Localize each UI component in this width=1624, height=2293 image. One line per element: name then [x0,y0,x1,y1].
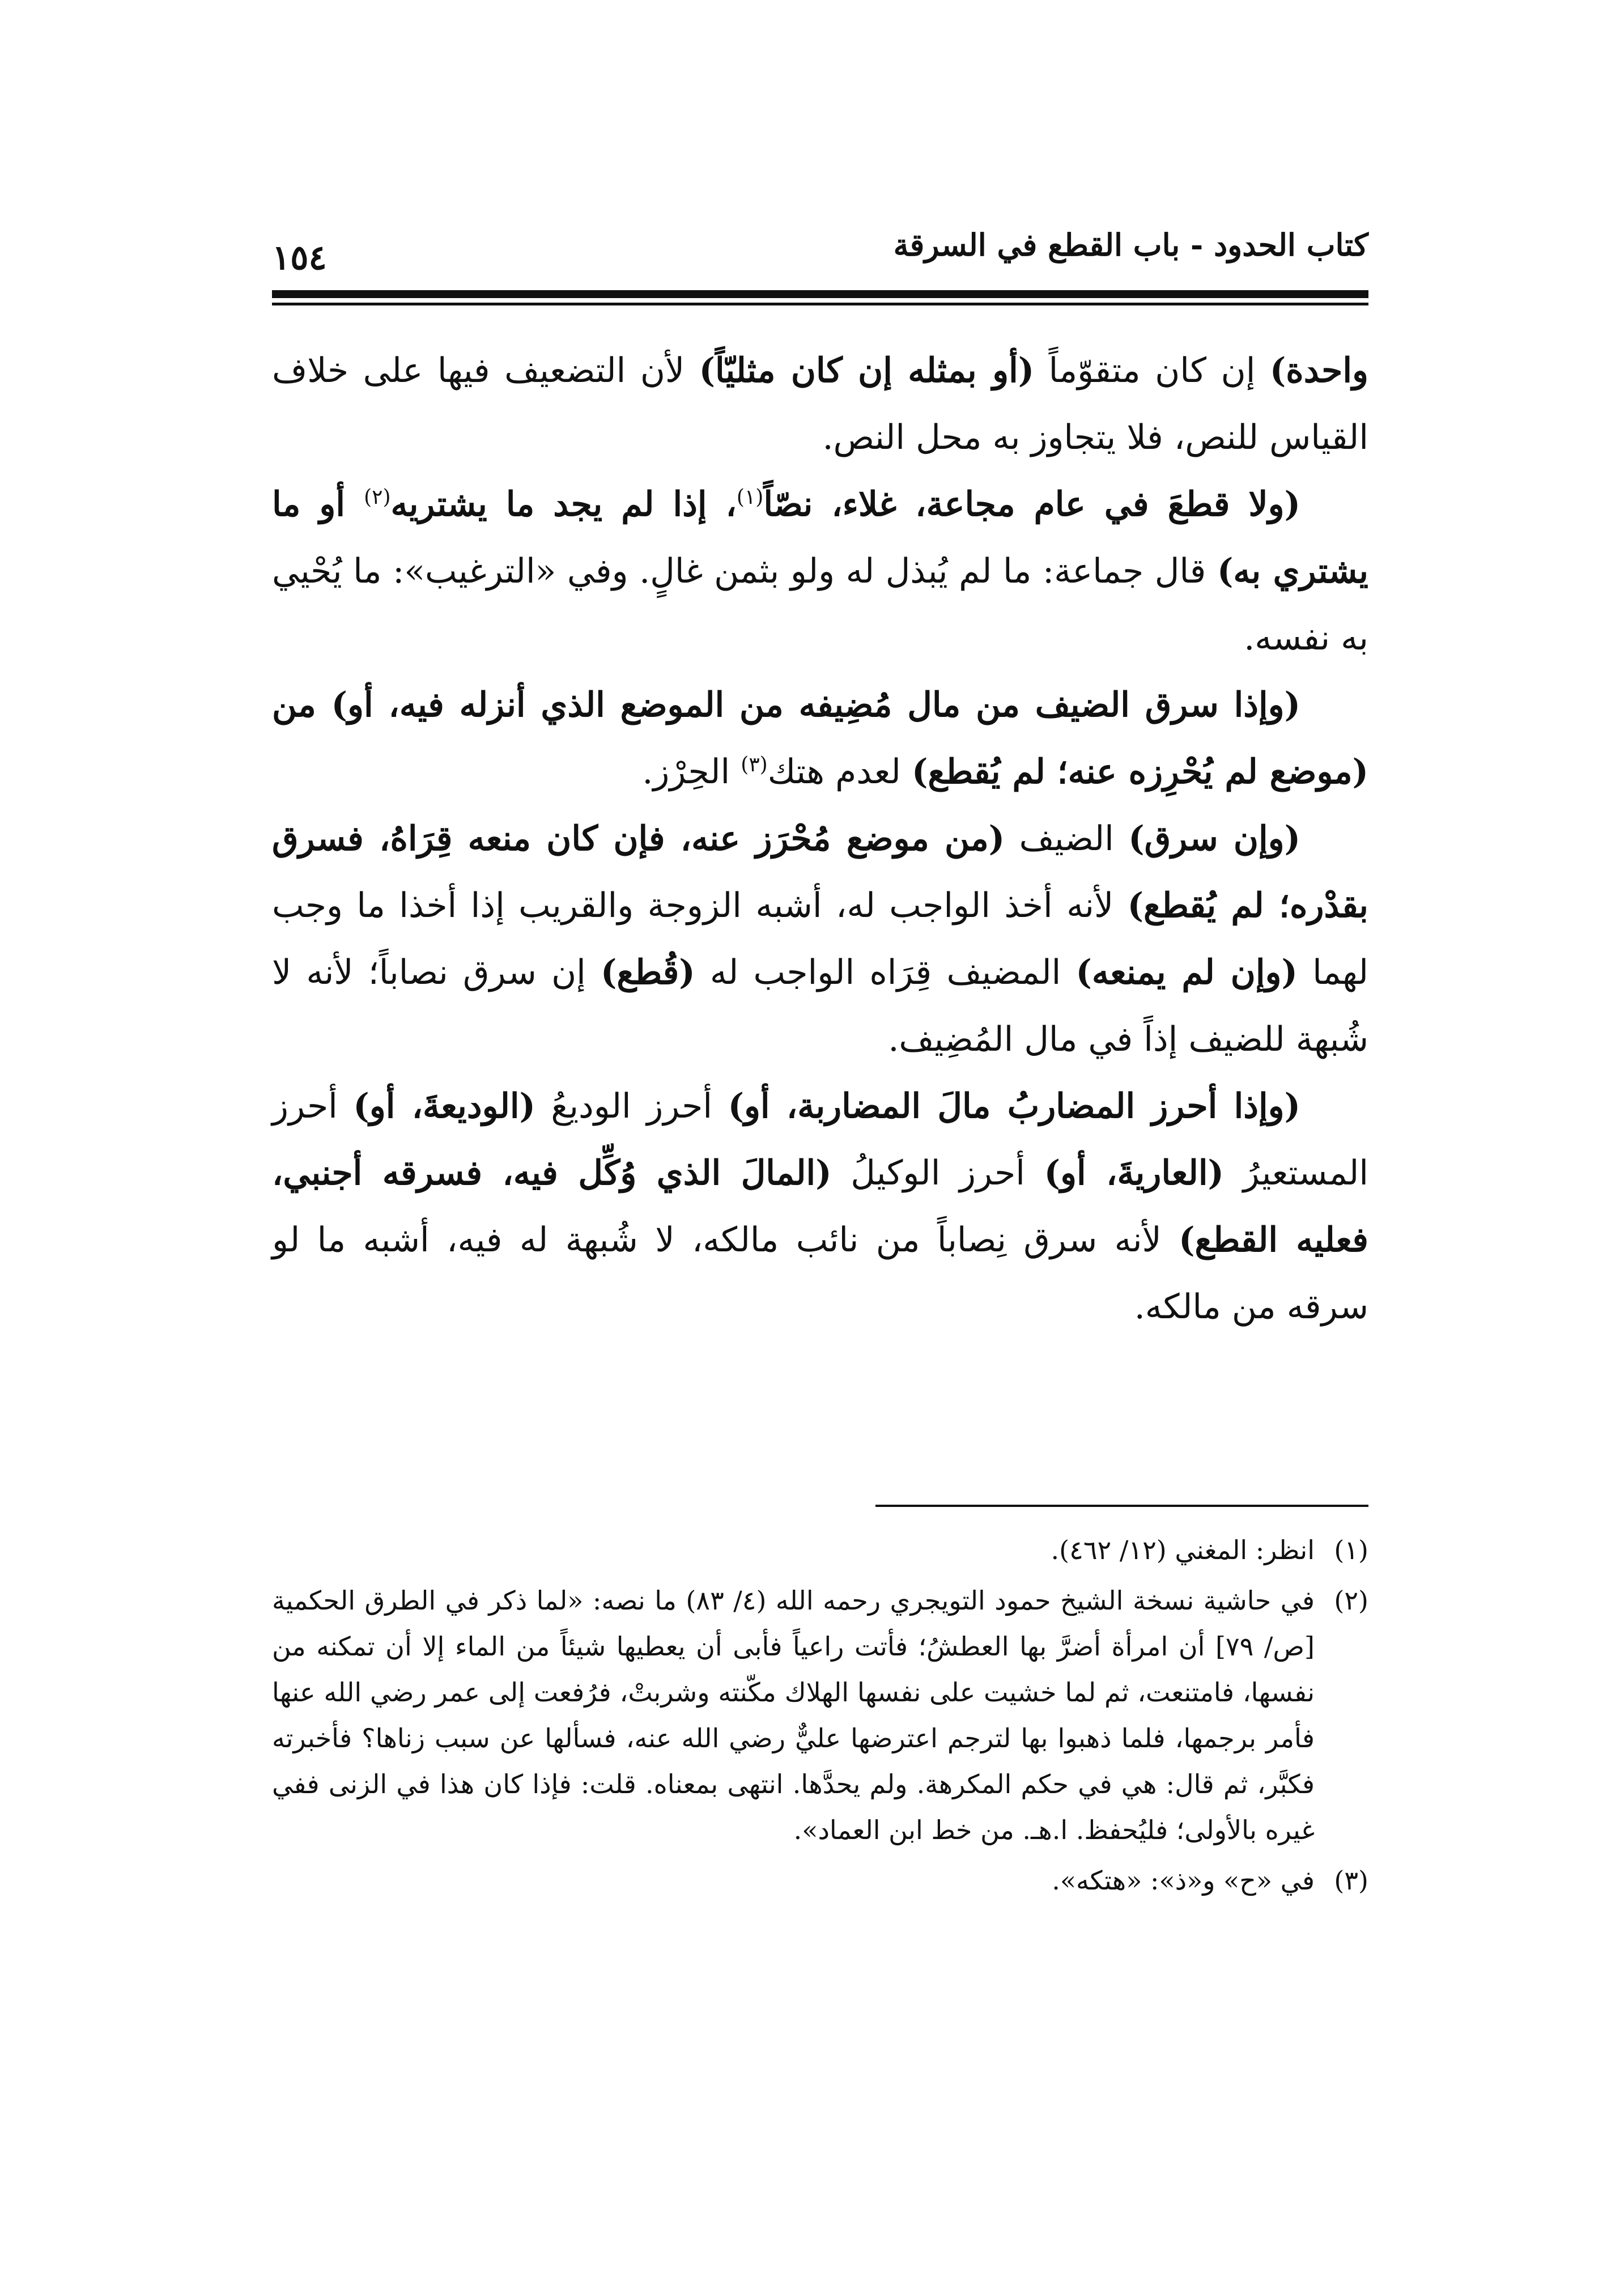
bold-text: (المالَ الذي وُكِّل فيه، فسرقه أجنبي، فعليه القطع) [272,1153,1368,1260]
running-title: كتاب الحدود - باب القطع في السرقة [893,227,1368,263]
header-rule-thick [272,290,1368,298]
bold-text: (الوديعةَ، أو) [353,1086,535,1126]
footnote-separator [875,1505,1368,1507]
bold-text: (ولا قطعَ في عام مجاعة، غلاء، نصّاً [763,485,1300,524]
plain-text: إن سرق نصاباً؛ لأنه لا شُبهة للضيف إذاً في مال المُضِيف. [272,953,1368,1059]
footnote-ref-1: (١) [736,486,764,509]
footnote-ref-2: (٢) [364,486,391,509]
footnote-text: في «ح» و«ذ»: «هتكه». [1052,1865,1315,1896]
footnote-3 [272,1858,1368,1904]
plain-text: أحرز المستعيرُ [272,1086,1368,1193]
footnote-text: في حاشية نسخة الشيخ حمود التويجري رحمه الله (٤/ ٨٣) ما نصه: «لما ذكر في الطرق الحكمية [ص/ ٧٩] أن امرأة أضرَّ بها العطشُ؛ فأتت راعياً فأبى أن يعطيها شيئاً من الماء إلا أن تمكنه من نفسها، فامتنعت، ثم لما خشيت على نفسها الهلاك مكّنته وشربتْ، فرُفعت إلى عمر رضي الله عنها فأمر برجمها، فلما ذهبوا بها لترجم اعترضها عليٌّ رضي الله عنه، فسألها عن سبب زناها؟ فأخبرته فكبَّر، ثم قال: هي في حكم المكرهة. ولم يحدَّها. انتهى بمعناه. قلت: فإذا كان هذا في الزنى ففي غيره بالأولى؛ فليُحفظ. ا.هـ. من خط ابن العماد». [272,1585,1315,1845]
bold-text: (العاريةَ، أو) [1044,1153,1224,1193]
paragraph-4 [272,805,1368,1073]
plain-text: لأن التضعيف فيها على خلاف القياس للنص، فلا يتجاوز به محل النص. [272,351,1368,457]
bold-text: (قُطع) [601,953,695,992]
footnote-number: (٢) [1334,1585,1368,1616]
paragraph-3 [272,672,1368,805]
paragraph-1 [272,337,1368,471]
plain-text: المضيف قِرَاه الواجب له [695,953,1076,992]
footnote-1 [272,1527,1368,1573]
footnote-number: (٣) [1334,1865,1368,1896]
bold-text: (وإذا أحرز المضاربُ مالَ المضاربة، أو) [728,1086,1300,1126]
header-rule-thin [272,303,1368,305]
plain-text: الحِرْز. [642,752,741,792]
bold-text: أو ما يشتري به) [272,485,1369,591]
bold-text: واحدة) [1269,351,1368,390]
footnote-text: انظر: المغني (١٢/ ٤٦٢). [1051,1535,1315,1565]
footnote-number: (١) [1334,1535,1368,1565]
footnote-2 [272,1578,1368,1853]
plain-text: لعدم هتك [767,752,912,792]
paragraph-2 [272,471,1368,672]
bold-text: (وإن لم يمنعه) [1075,953,1298,992]
plain-text: أحرز الوديعُ [535,1086,728,1126]
plain-text: إن كان متقوّماً [1034,351,1270,390]
bold-text: (من موضع مُحْرَز عنه، فإن كان منعه قِرَاهُ، فسرق بقدْره؛ لم يُقطع) [272,819,1368,925]
bold-text: ، إذا لم يجد ما يشتريه [390,485,737,524]
bold-text: (وإن سرق) [1128,819,1300,859]
main-text [272,337,1368,1340]
paragraph-5 [272,1073,1368,1340]
bold-text: (أو بمثله إن كان مثليّاً) [699,351,1035,390]
plain-text: لأنه سرق نِصاباً من نائب مالكه، لا شُبهة له فيه، أشبه ما لو سرقه من مالكه. [272,1220,1368,1327]
footnote-ref-3: (٣) [741,753,768,776]
plain-text: الضيف [1005,819,1129,859]
plain-text: أحرز الوكيلُ [831,1153,1044,1193]
page-header [272,215,1368,289]
plain-text: لأنه أخذ الواجب له، أشبه الزوجة والقريب إذا أخذا ما وجب لهما [272,886,1368,992]
document-page [272,215,1368,2086]
bold-text: (وإذا سرق الضيف من مال مُضِيفه من الموضع الذي أنزله فيه، أو) من [272,685,1300,725]
page-number: ١٥٤ [272,238,327,278]
bold-text: (موضع لم يُحْرِزه عنه؛ لم يُقطع) [912,752,1368,792]
plain-text: قال جماعة: ما لم يُبذل له ولو بثمن غالٍ. وفي «الترغيب»: ما يُحْيي به نفسه. [272,551,1368,658]
footnotes [272,1527,1368,1908]
